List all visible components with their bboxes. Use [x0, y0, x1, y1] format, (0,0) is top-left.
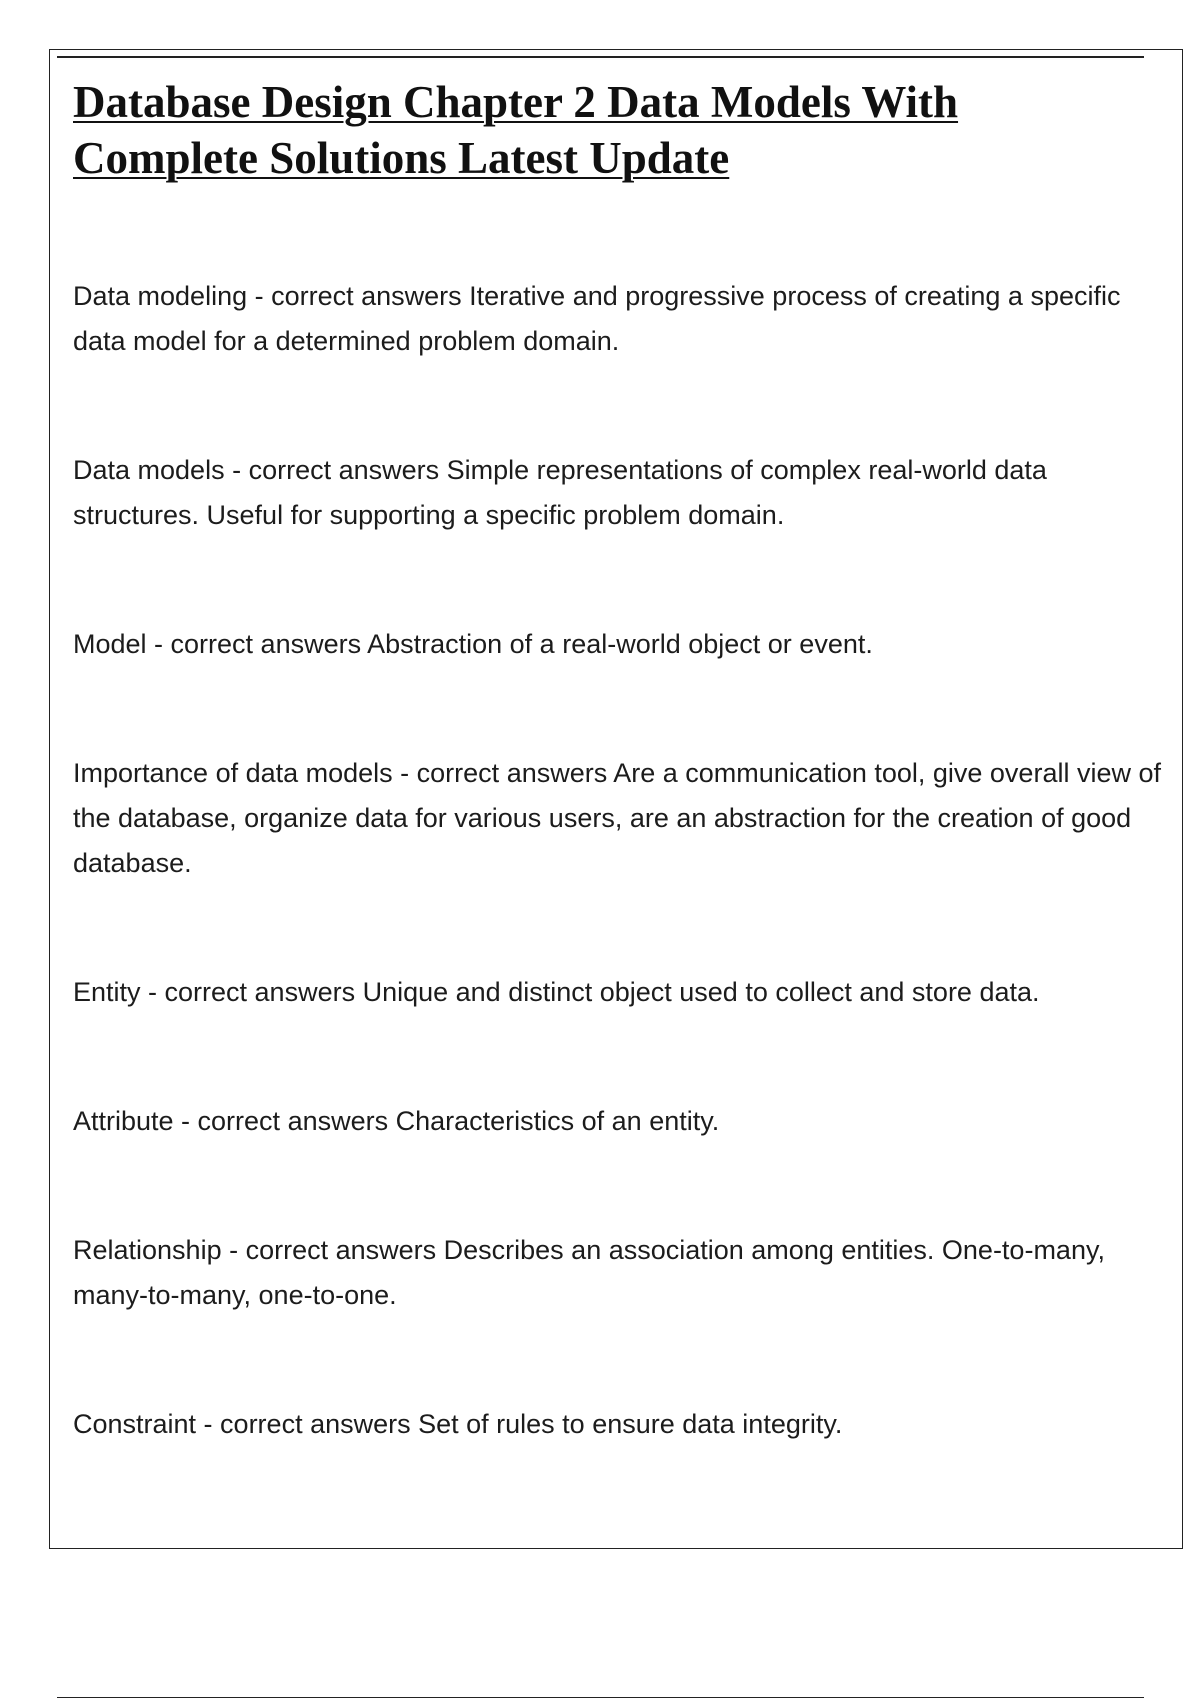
title-line-2: Complete Solutions Latest Update	[73, 133, 730, 183]
definitions-list	[73, 274, 1168, 1531]
definition-relationship: Relationship - correct answers Describes an association among entities. One-to-many, many-to-many, one-to-one.	[73, 1235, 1105, 1310]
document-title	[73, 74, 1153, 186]
header-rule	[57, 56, 1144, 58]
definition-data-modeling: Data modeling - correct answers Iterative and progressive process of creating a specific data model for a determined problem domain.	[73, 281, 1121, 356]
definition-attribute: Attribute - correct answers Characteristics of an entity.	[73, 1106, 720, 1136]
footer-rule	[57, 1697, 1144, 1698]
definition-constraint: Constraint - correct answers Set of rules to ensure data integrity.	[73, 1409, 843, 1439]
definition-model: Model - correct answers Abstraction of a real-world object or event.	[73, 629, 873, 659]
definition-importance-of-data-models: Importance of data models - correct answers Are a communication tool, give overall view of the database, organize data for various users, are an abstraction for the creation of good database.	[73, 758, 1161, 878]
definition-entity: Entity - correct answers Unique and distinct object used to collect and store data.	[73, 977, 1040, 1007]
title-line-1: Database Design Chapter 2 Data Models With	[73, 77, 959, 127]
definition-data-models: Data models - correct answers Simple representations of complex real-world data structures. Useful for supporting a specific problem domain.	[73, 455, 1047, 530]
